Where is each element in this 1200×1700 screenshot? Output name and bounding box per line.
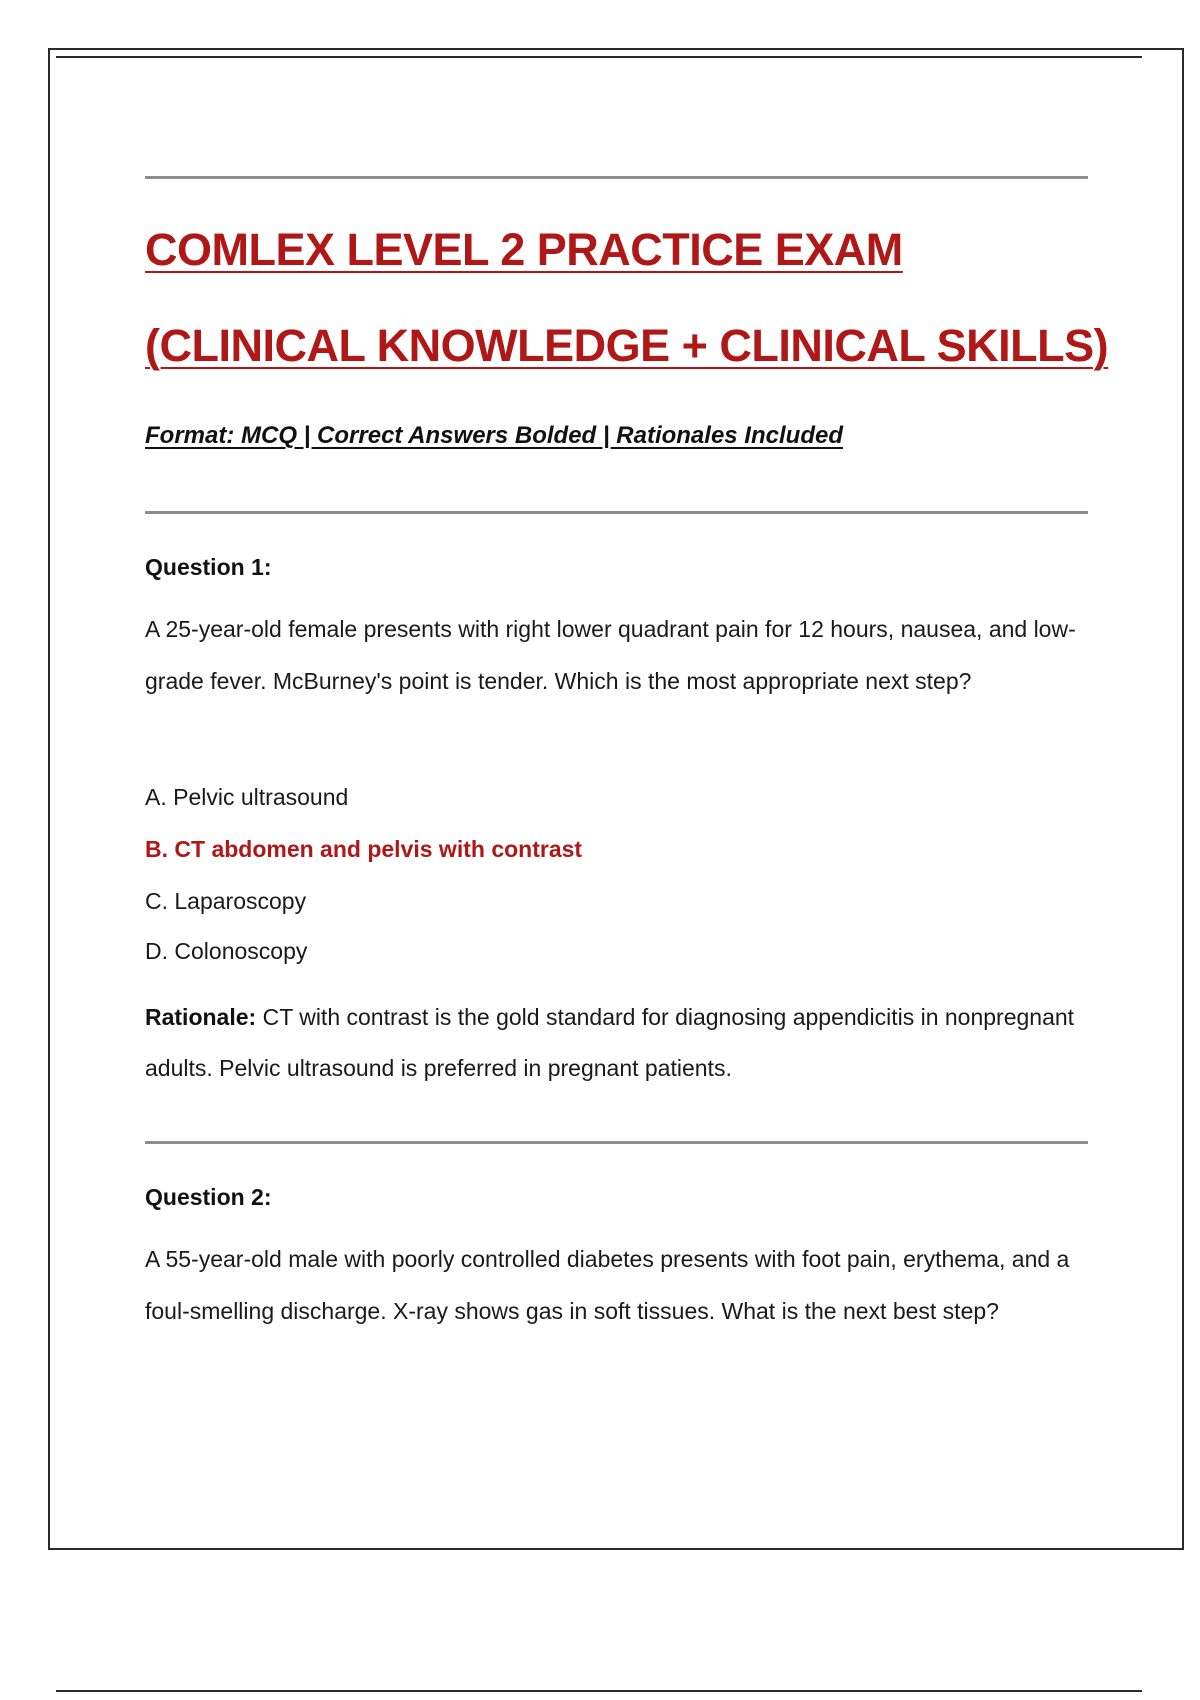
question-2-stem: A 55-year-old male with poorly controlled diabetes presents with foot pain, erythema, and a foul-smelling discharge. X-ray shows gas in soft tissues. What is the next best step? bbox=[145, 1246, 1070, 1324]
title-line-1: COMLEX LEVEL 2 PRACTICE EXAM bbox=[145, 224, 903, 275]
question-1-option-c: C. Laparoscopy bbox=[145, 888, 307, 914]
divider-top bbox=[145, 176, 1088, 179]
title-line-2: (CLINICAL KNOWLEDGE + CLINICAL SKILLS) bbox=[145, 320, 1109, 371]
bottom-rule bbox=[56, 1690, 1142, 1692]
format-line: Format: MCQ | Correct Answers Bolded | Rationales Included bbox=[145, 422, 843, 449]
question-1-heading: Question 1: bbox=[145, 554, 272, 580]
question-1-option-a: A. Pelvic ultrasound bbox=[145, 784, 349, 810]
divider-after-format bbox=[145, 511, 1088, 514]
question-2-heading: Question 2: bbox=[145, 1184, 272, 1210]
rationale-label: Rationale: bbox=[145, 1004, 257, 1030]
question-1-stem: A 25-year-old female presents with right lower quadrant pain for 12 hours, nausea, and low-grade fever. McBurney's point is tender. Which is the most appropriate next step? bbox=[145, 616, 1076, 694]
rationale-text: CT with contrast is the gold standard for diagnosing appendicitis in nonpregnant adults. Pelvic ultrasound is preferred in pregnant patients. bbox=[145, 1004, 1075, 1081]
top-rule bbox=[56, 56, 1142, 58]
question-1-option-d: D. Colonoscopy bbox=[145, 938, 308, 964]
question-1-rationale bbox=[145, 992, 1090, 1094]
question-1-option-b-correct: B. CT abdomen and pelvis with contrast bbox=[145, 836, 583, 862]
divider-between-questions bbox=[145, 1141, 1088, 1144]
